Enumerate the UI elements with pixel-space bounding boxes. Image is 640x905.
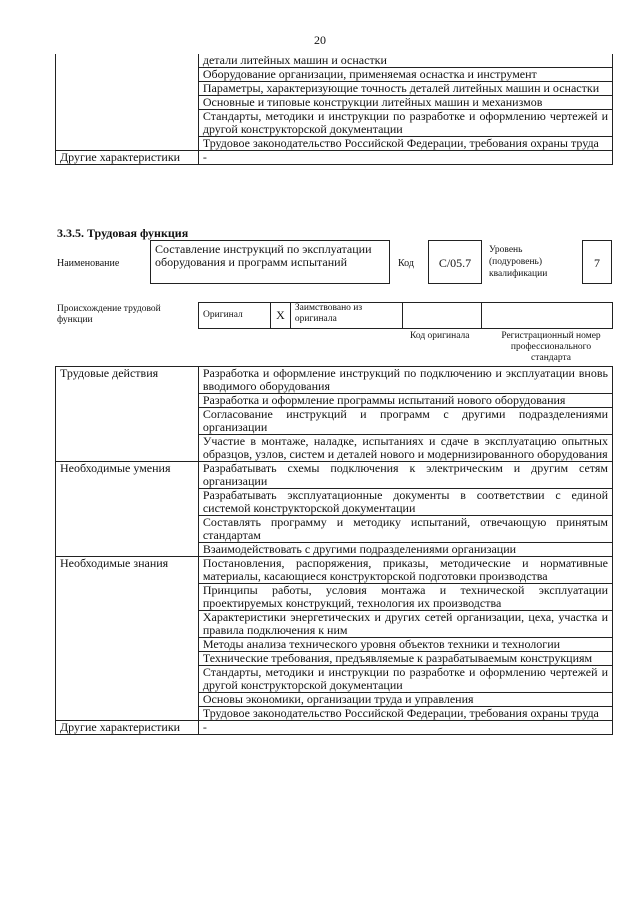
other-characteristics-label: Другие характеристики bbox=[56, 721, 199, 735]
borrowed-label: Заимствовано из оригинала bbox=[290, 303, 402, 329]
name-box bbox=[150, 240, 390, 284]
other-characteristics-label: Другие характеристики bbox=[56, 151, 199, 165]
table-cell: Участие в монтаже, наладке, испытаниях и сдаче в эксплуатацию опытных образцов, узлов, систем и деталей нового и модернизированного оборудования bbox=[198, 435, 612, 462]
table-cell: детали литейных машин и оснастки bbox=[198, 54, 612, 68]
name-value: Составление инструкций по эксплуатации оборудования и программ испытаний bbox=[155, 242, 372, 269]
code-box bbox=[428, 240, 482, 284]
code-value: C/05.7 bbox=[438, 256, 472, 270]
table-row bbox=[56, 54, 613, 68]
group-label: Необходимые умения bbox=[56, 462, 199, 557]
table-cell: Трудовое законодательство Российской Федерации, требования охраны труда bbox=[198, 137, 612, 151]
table-cell: Оборудование организации, применяемая оснастка и инструмент bbox=[198, 68, 612, 82]
code-original-label: Код оригинала bbox=[410, 331, 470, 341]
group-label: Необходимые знания bbox=[56, 557, 199, 721]
table-cell: Стандарты, методики и инструкции по разработке и оформлению чертежей и другой конструкторской документации bbox=[198, 666, 612, 693]
table-row bbox=[56, 462, 613, 489]
table-row bbox=[56, 557, 613, 584]
level-label: Уровень (подуровень) квалификации bbox=[489, 245, 548, 279]
table-cell: Параметры, характеризующие точность деталей литейных машин и оснастки bbox=[198, 82, 612, 96]
table-cell: Трудовое законодательство Российской Федерации, требования охраны труда bbox=[198, 707, 612, 721]
table-cell: Основные и типовые конструкции литейных машин и механизмов bbox=[198, 96, 612, 110]
code-label: Код bbox=[398, 258, 414, 269]
code-original-cell bbox=[402, 303, 482, 329]
table-cell: Разрабатывать схемы подключения к электрическим и другим сетям организации bbox=[198, 462, 612, 489]
table-row bbox=[56, 367, 613, 394]
table-cell: Методы анализа технического уровня объектов техники и технологии bbox=[198, 638, 612, 652]
table-cell: Составлять программу и методику испытаний, отвечающую принятым стандартам bbox=[198, 516, 612, 543]
other-characteristics-value: - bbox=[198, 151, 612, 165]
table-cell: Постановления, распоряжения, приказы, методические и нормативные материалы, касающиеся конструкторской подготовки производства bbox=[198, 557, 612, 584]
table-cell: Стандарты, методики и инструкции по разработке и оформлению чертежей и другой конструкторской документации bbox=[198, 110, 612, 137]
page-number: 20 bbox=[314, 33, 326, 47]
table-row bbox=[56, 721, 613, 735]
original-mark: X bbox=[270, 303, 290, 329]
table-cell: Разработка и оформление программы испытаний нового оборудования bbox=[198, 394, 612, 408]
level-box bbox=[582, 240, 612, 284]
table-cell: Основы экономики, организации труда и управления bbox=[198, 693, 612, 707]
reg-number-cell bbox=[482, 303, 613, 329]
original-label: Оригинал bbox=[199, 303, 271, 329]
group-label: Трудовые действия bbox=[56, 367, 199, 462]
origin-table bbox=[198, 302, 613, 329]
table-row bbox=[56, 151, 613, 165]
table-cell: Разработка и оформление инструкций по подключению и эксплуатации вновь вводимого оборудования bbox=[198, 367, 612, 394]
table-cell: Технические требования, предъявляемые к разрабатываемым конструкциям bbox=[198, 652, 612, 666]
origin-label: Происхождение трудовой функции bbox=[57, 304, 161, 325]
reg-number-label: Регистрационный номер профессионального стандарта bbox=[501, 331, 601, 363]
table-cell: Характеристики энергетических и других сетей организации, цеха, участка и правила подключения к ним bbox=[198, 611, 612, 638]
table-cell: Принципы работы, условия монтажа и технической эксплуатации проектируемых конструкций, технология их производства bbox=[198, 584, 612, 611]
table-cell: Разрабатывать эксплуатационные документы в соответствии с единой системой конструкторской документации bbox=[198, 489, 612, 516]
section-heading: 3.3.5. Трудовая функция bbox=[57, 226, 189, 240]
group-label-cell bbox=[56, 54, 199, 151]
level-value: 7 bbox=[594, 256, 600, 270]
name-label: Наименование bbox=[57, 258, 120, 269]
main-table bbox=[55, 366, 613, 735]
other-characteristics-value: - bbox=[198, 721, 612, 735]
top-table bbox=[55, 54, 613, 165]
table-cell: Согласование инструкций и программ с другими подразделениями организации bbox=[198, 408, 612, 435]
table-cell: Взаимодействовать с другими подразделениями организации bbox=[198, 543, 612, 557]
